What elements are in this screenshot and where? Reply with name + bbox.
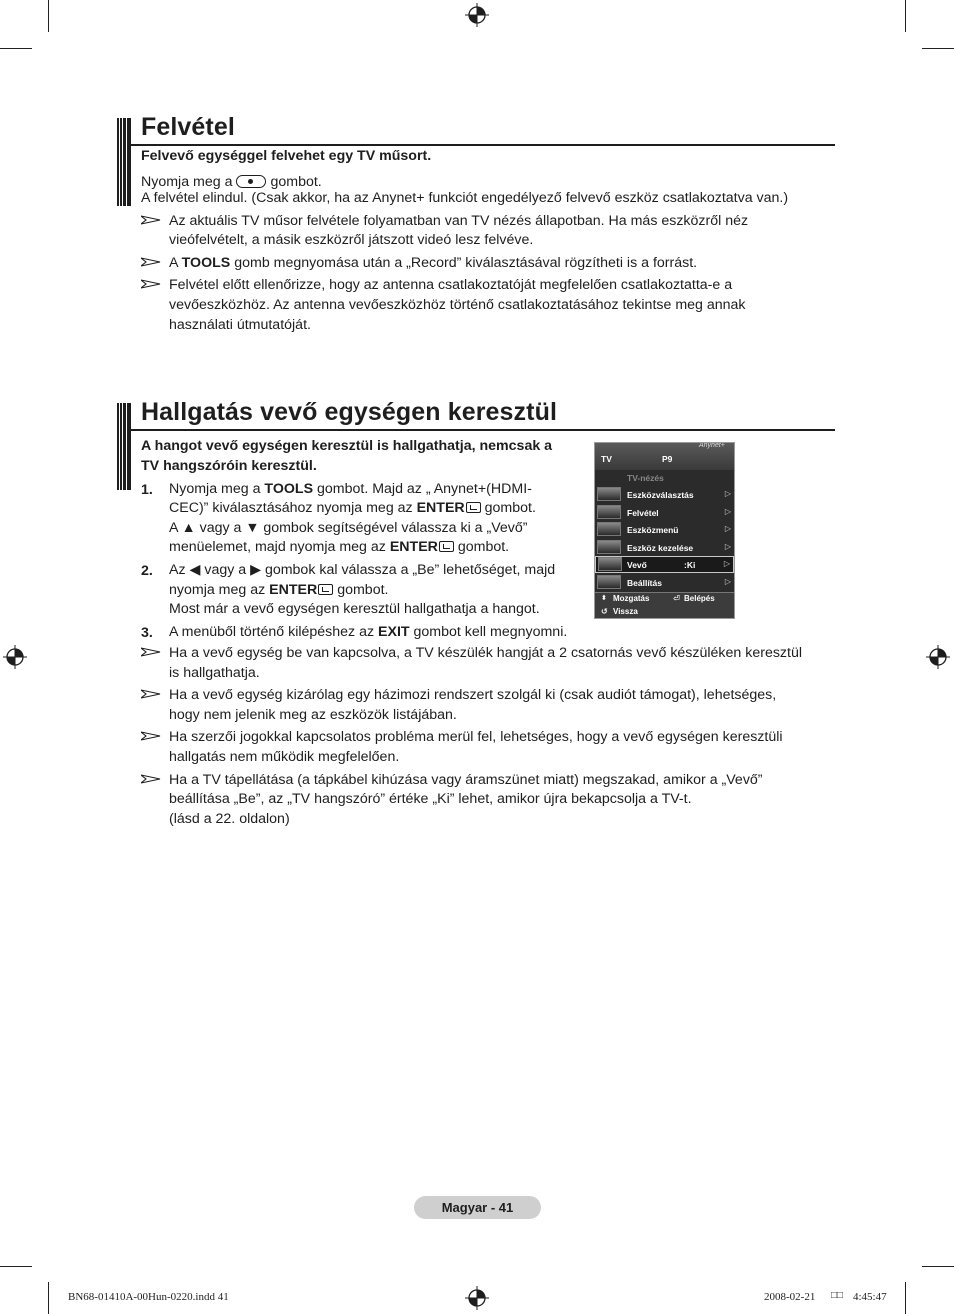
section2-intro-line2: TV hangszóróin keresztül. [141,458,317,474]
section1-note3-line3: használati útmutatóját. [169,317,311,333]
slug-date: 2008-02-21 [764,1291,816,1303]
crop-mark-top-right-h [922,48,954,49]
step3-line [169,623,567,643]
enter-icon [318,584,333,595]
osd-row-device-operation[interactable] [595,539,734,556]
osd-footer [595,592,734,619]
registration-mark-right-icon [926,645,950,669]
note-arrow-icon [141,689,161,699]
chevron-right-icon: ▷ [724,577,731,586]
section1-intro: Felvevő egységgel felvehet egy TV műsort. [141,148,432,164]
chevron-right-icon: ▷ [724,542,731,551]
osd-item-label: Eszközválasztás [627,490,694,500]
section-bar-decoration [117,118,131,206]
step1-enter: ENTER [416,500,465,516]
osd-item-tv-viewing[interactable]: TV-nézés [627,473,664,483]
section1-note1-line1: Az aktuális TV műsor felvétele folyamatban van TV nézés állapotban. Ha más eszközről néz [169,213,749,229]
slug-placeholder-glyphs: □□ [831,1290,844,1301]
crop-mark-bottom-right-v [905,1282,906,1314]
step2-l2a: nyomja meg az [169,582,266,598]
up-down-arrows-icon: ⬍ [601,595,607,602]
slug-time: 4:45:47 [853,1291,887,1303]
osd-row-device-select[interactable] [595,486,734,503]
step1-enter-2: ENTER [389,539,438,555]
step3-exit: EXIT [378,624,410,640]
note-arrow-icon [141,774,161,784]
osd-item-label: Eszköz kezelése [627,543,694,553]
step1-l2c: gombot. [484,500,536,516]
osd-thumb-icon [597,487,621,501]
step2-number: 2. [141,563,153,579]
step3-number: 3. [141,625,153,641]
section2-note1-line1: Ha a vevő egység be van kapcsolva, a TV készülék hangját a 2 csatornás vevő készüléken keresztül [169,645,803,661]
osd-item-label: Beállítás [627,578,662,588]
crop-mark-bottom-left-v [48,1282,49,1314]
note2-tools: TOOLS [181,255,231,271]
section1-note3-line2: vevőeszközhöz. Az antenna vevőeszközhöz történő csatlakoztatásához tekintse meg annak [169,297,746,313]
osd-enter-label: Belépés [684,594,715,603]
osd-item-label: Eszközmenü [627,525,679,535]
step1-l2a: CEC)” kiválasztásához nyomja meg az [169,500,413,516]
crop-mark-bottom-right-h [922,1266,954,1267]
osd-move-label: Mozgatás [613,594,650,603]
note-arrow-icon [141,647,161,657]
step2-l2c: gombot. [337,582,389,598]
osd-row-settings[interactable] [595,574,734,591]
note-arrow-icon [141,279,161,289]
step1-l4c: gombot. [457,539,510,555]
osd-thumb-icon [597,522,621,536]
enter-icon: ⏎ [673,594,680,603]
step2-line2 [169,581,388,601]
section-title-rule [131,144,835,146]
section-bar-decoration [117,403,131,490]
osd-back-label: Vissza [613,607,638,616]
osd-item-label: Felvétel [627,508,659,518]
note2-c: gomb megnyomása után a „Record” kiválasztásával rögzítheti is a forrást. [234,255,698,271]
osd-thumb-icon [597,540,621,554]
chevron-right-icon: ▷ [724,507,731,516]
section2-note4-line3: (lásd a 22. oldalon) [169,811,290,827]
section2-note4-line1: Ha a TV tápellátása (a tápkábel kihúzása vagy áramszünet miatt) megszakad, amikor a „Vevő” [169,772,763,788]
section2-note2-line1: Ha a vevő egység kizárólag egy házimozi rendszert szolgál ki (csak audiót támogat), lehetséges, [169,687,777,703]
section-title-receiver: Hallgatás vevő egységen keresztül [141,398,557,426]
crop-mark-bottom-left-h [0,1266,32,1267]
section-title-rule [131,429,835,431]
chevron-right-icon: ▷ [723,559,730,568]
registration-mark-top-icon [465,3,489,27]
registration-mark-bottom-icon [465,1286,489,1310]
page-number-pill [414,1196,541,1219]
osd-thumb-icon [597,505,621,519]
step1-l1c: gombot. Majd az „ Anynet+(HDMI- [317,481,532,497]
step1-line2 [169,499,536,519]
record-button-icon [236,175,266,188]
chevron-right-icon: ▷ [724,489,731,498]
osd-receiver-value: :Ki [684,560,696,570]
step1-number: 1. [141,482,153,498]
osd-row-receiver-selected[interactable] [595,556,734,573]
enter-icon [466,502,481,513]
osd-thumb-icon [598,557,622,571]
osd-channel: P9 [662,454,673,464]
registration-mark-left-icon [3,645,27,669]
osd-tv-label: TV [601,454,612,464]
step1-tools: TOOLS [264,481,314,497]
file-slug: BN68-01410A-00Hun-0220.indd 41 [68,1291,229,1303]
step1-line1 [169,480,532,500]
step1-l1a: Nyomja meg a [169,481,261,497]
step3-c: gombot kell megnyomni. [413,624,568,640]
tv-osd-screenshot [594,442,735,619]
note-arrow-icon [141,257,161,267]
section2-note4-line2: beállítása „Be”, az „TV hangszóró” értéke „Ki” lehet, amikor újra bekapcsolja a TV-t. [169,791,692,807]
osd-row-recording[interactable] [595,504,734,521]
section1-line1-pre: Nyomja meg a [141,174,233,190]
step2-line1: Az ◀ vagy a ▶ gombok kal válassza a „Be” lehetőséget, majd [169,562,556,578]
section1-note2 [169,254,697,274]
chevron-right-icon: ▷ [724,524,731,533]
gear-icon [597,575,621,589]
crop-mark-top-left-v [48,0,49,32]
note-arrow-icon [141,215,161,225]
step1-line3: A ▲ vagy a ▼ gombok segítségével válassza ki a „Vevő” [169,520,528,536]
section2-note3-line1: Ha szerzői jogokkal kapcsolatos probléma merül fel, lehetséges, hogy a vevő egységen keresztüli [169,729,783,745]
return-icon: ↺ [601,607,608,616]
page-number-label: Magyar - 41 [441,1200,514,1215]
note2-a: A [169,255,178,271]
section1-note3-line1: Felvétel előtt ellenőrizze, hogy az antenna csatlakoztatóját megfelelően csatlakoztatta-e a [169,277,733,293]
section1-note1-line2: vieófelvételt, a másik eszközről játszott videó lesz felvéve. [169,232,534,248]
step1-l4a: menüelemet, majd nyomja meg az [169,539,386,555]
osd-row-device-menu[interactable] [595,521,734,538]
step2-enter: ENTER [269,582,318,598]
crop-mark-top-right-v [905,0,906,32]
osd-logo: Anynet+ [699,442,725,449]
crop-mark-top-left-h [0,48,32,49]
section2-note2-line2: hogy nem jelenik meg az eszközök listájában. [169,707,457,723]
step1-line4 [169,538,509,558]
enter-icon [439,541,454,552]
step2-line3: Most már a vevő egységen keresztül hallgathatja a hangot. [169,601,540,617]
osd-item-label: Vevő [627,560,647,570]
section2-intro-line1: A hangot vevő egységen keresztül is hallgathatja, nemcsak a [141,438,553,454]
note-arrow-icon [141,731,161,741]
section2-note3-line2: hallgatás nem működik megfelelően. [169,749,400,765]
step3-a: A menüből történő kilépéshez az [169,624,375,640]
section1-line1-post: gombot. [270,174,322,190]
section-title-recording: Felvétel [141,113,235,141]
section1-line2: A felvétel elindul. (Csak akkor, ha az Anynet+ funkciót engedélyező felvevő eszköz csatlakoztatva van.) [141,190,789,206]
section2-note1-line2: is hallgathatja. [169,665,260,681]
